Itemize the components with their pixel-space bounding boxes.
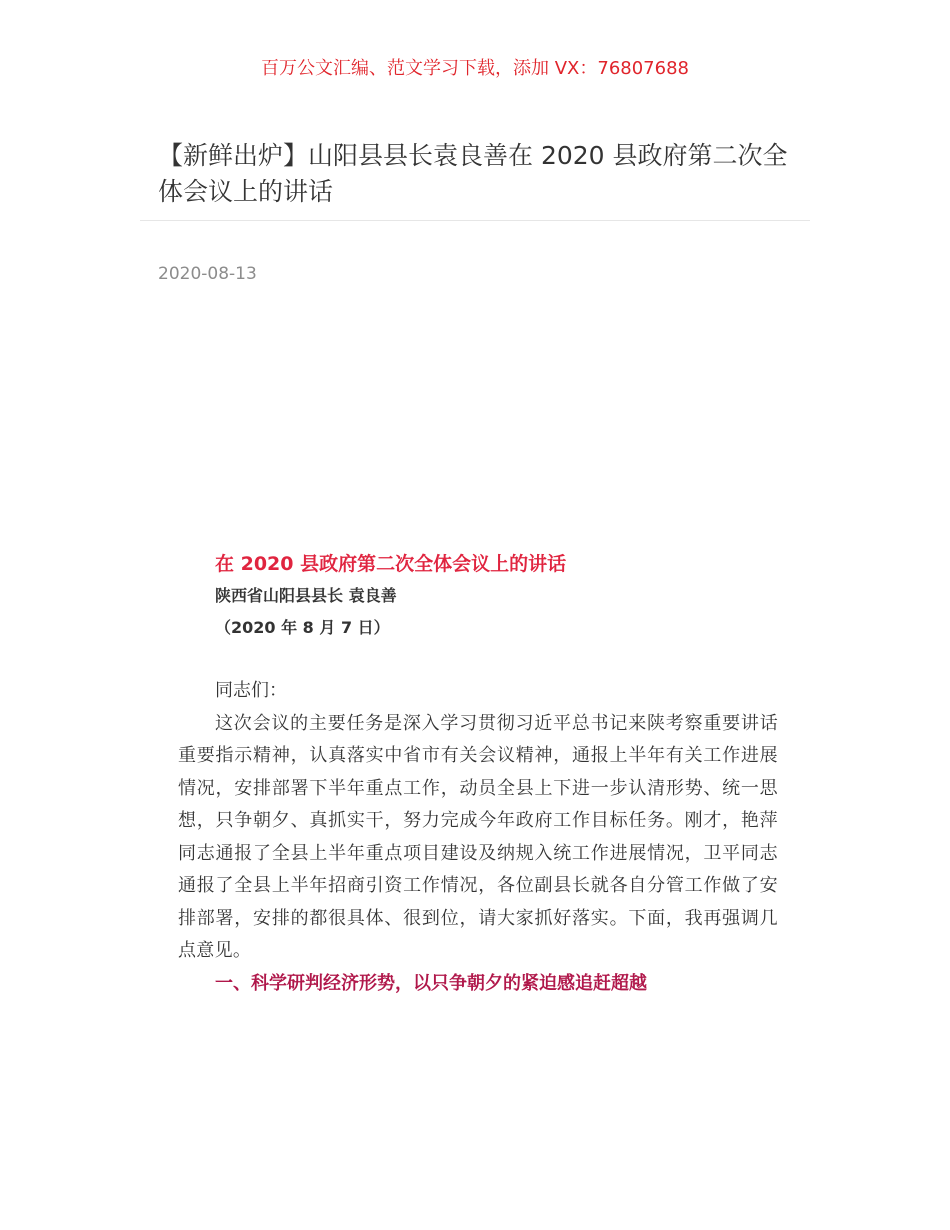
- publish-date: 2020-08-13: [158, 264, 257, 284]
- article-title: 【新鲜出炉】山阳县县长袁良善在 2020 县政府第二次全体会议上的讲话: [158, 141, 788, 206]
- speaker-line: 陕西省山阳县县长 袁良善: [215, 586, 397, 605]
- speech-date: （2020 年 8 月 7 日）: [215, 618, 390, 637]
- paragraph: 这次会议的主要任务是深入学习贯彻习近平总书记来陕考察重要讲话重要指示精神，认真落实中省市有关会议精神，通报上半年有关工作进展情况，安排部署下半年重点工作，动员全县上下进一步认清形势、统一思想，只争朝夕、真抓实干，努力完成今年政府工作目标任务。刚才，艳萍同志通报了全县上半年重点项目建设及纳规入统工作进展情况，卫平同志通报了全县上半年招商引资工作情况，各位副县长就各自分管工作做了安排部署，安排的都很具体、很到位，请大家抓好落实。下面，我再强调几点意见。: [178, 712, 778, 961]
- article-body: [178, 548, 778, 1000]
- section-heading: 一、科学研判经济形势，以只争朝夕的紧迫感追赶超越: [215, 972, 647, 994]
- title-divider: [140, 220, 810, 221]
- greeting: 同志们：: [215, 680, 287, 701]
- speech-title: 在 2020 县政府第二次全体会议上的讲话: [215, 553, 567, 575]
- watermark-banner: 百万公文汇编、范文学习下载，添加 VX：76807688: [261, 58, 689, 79]
